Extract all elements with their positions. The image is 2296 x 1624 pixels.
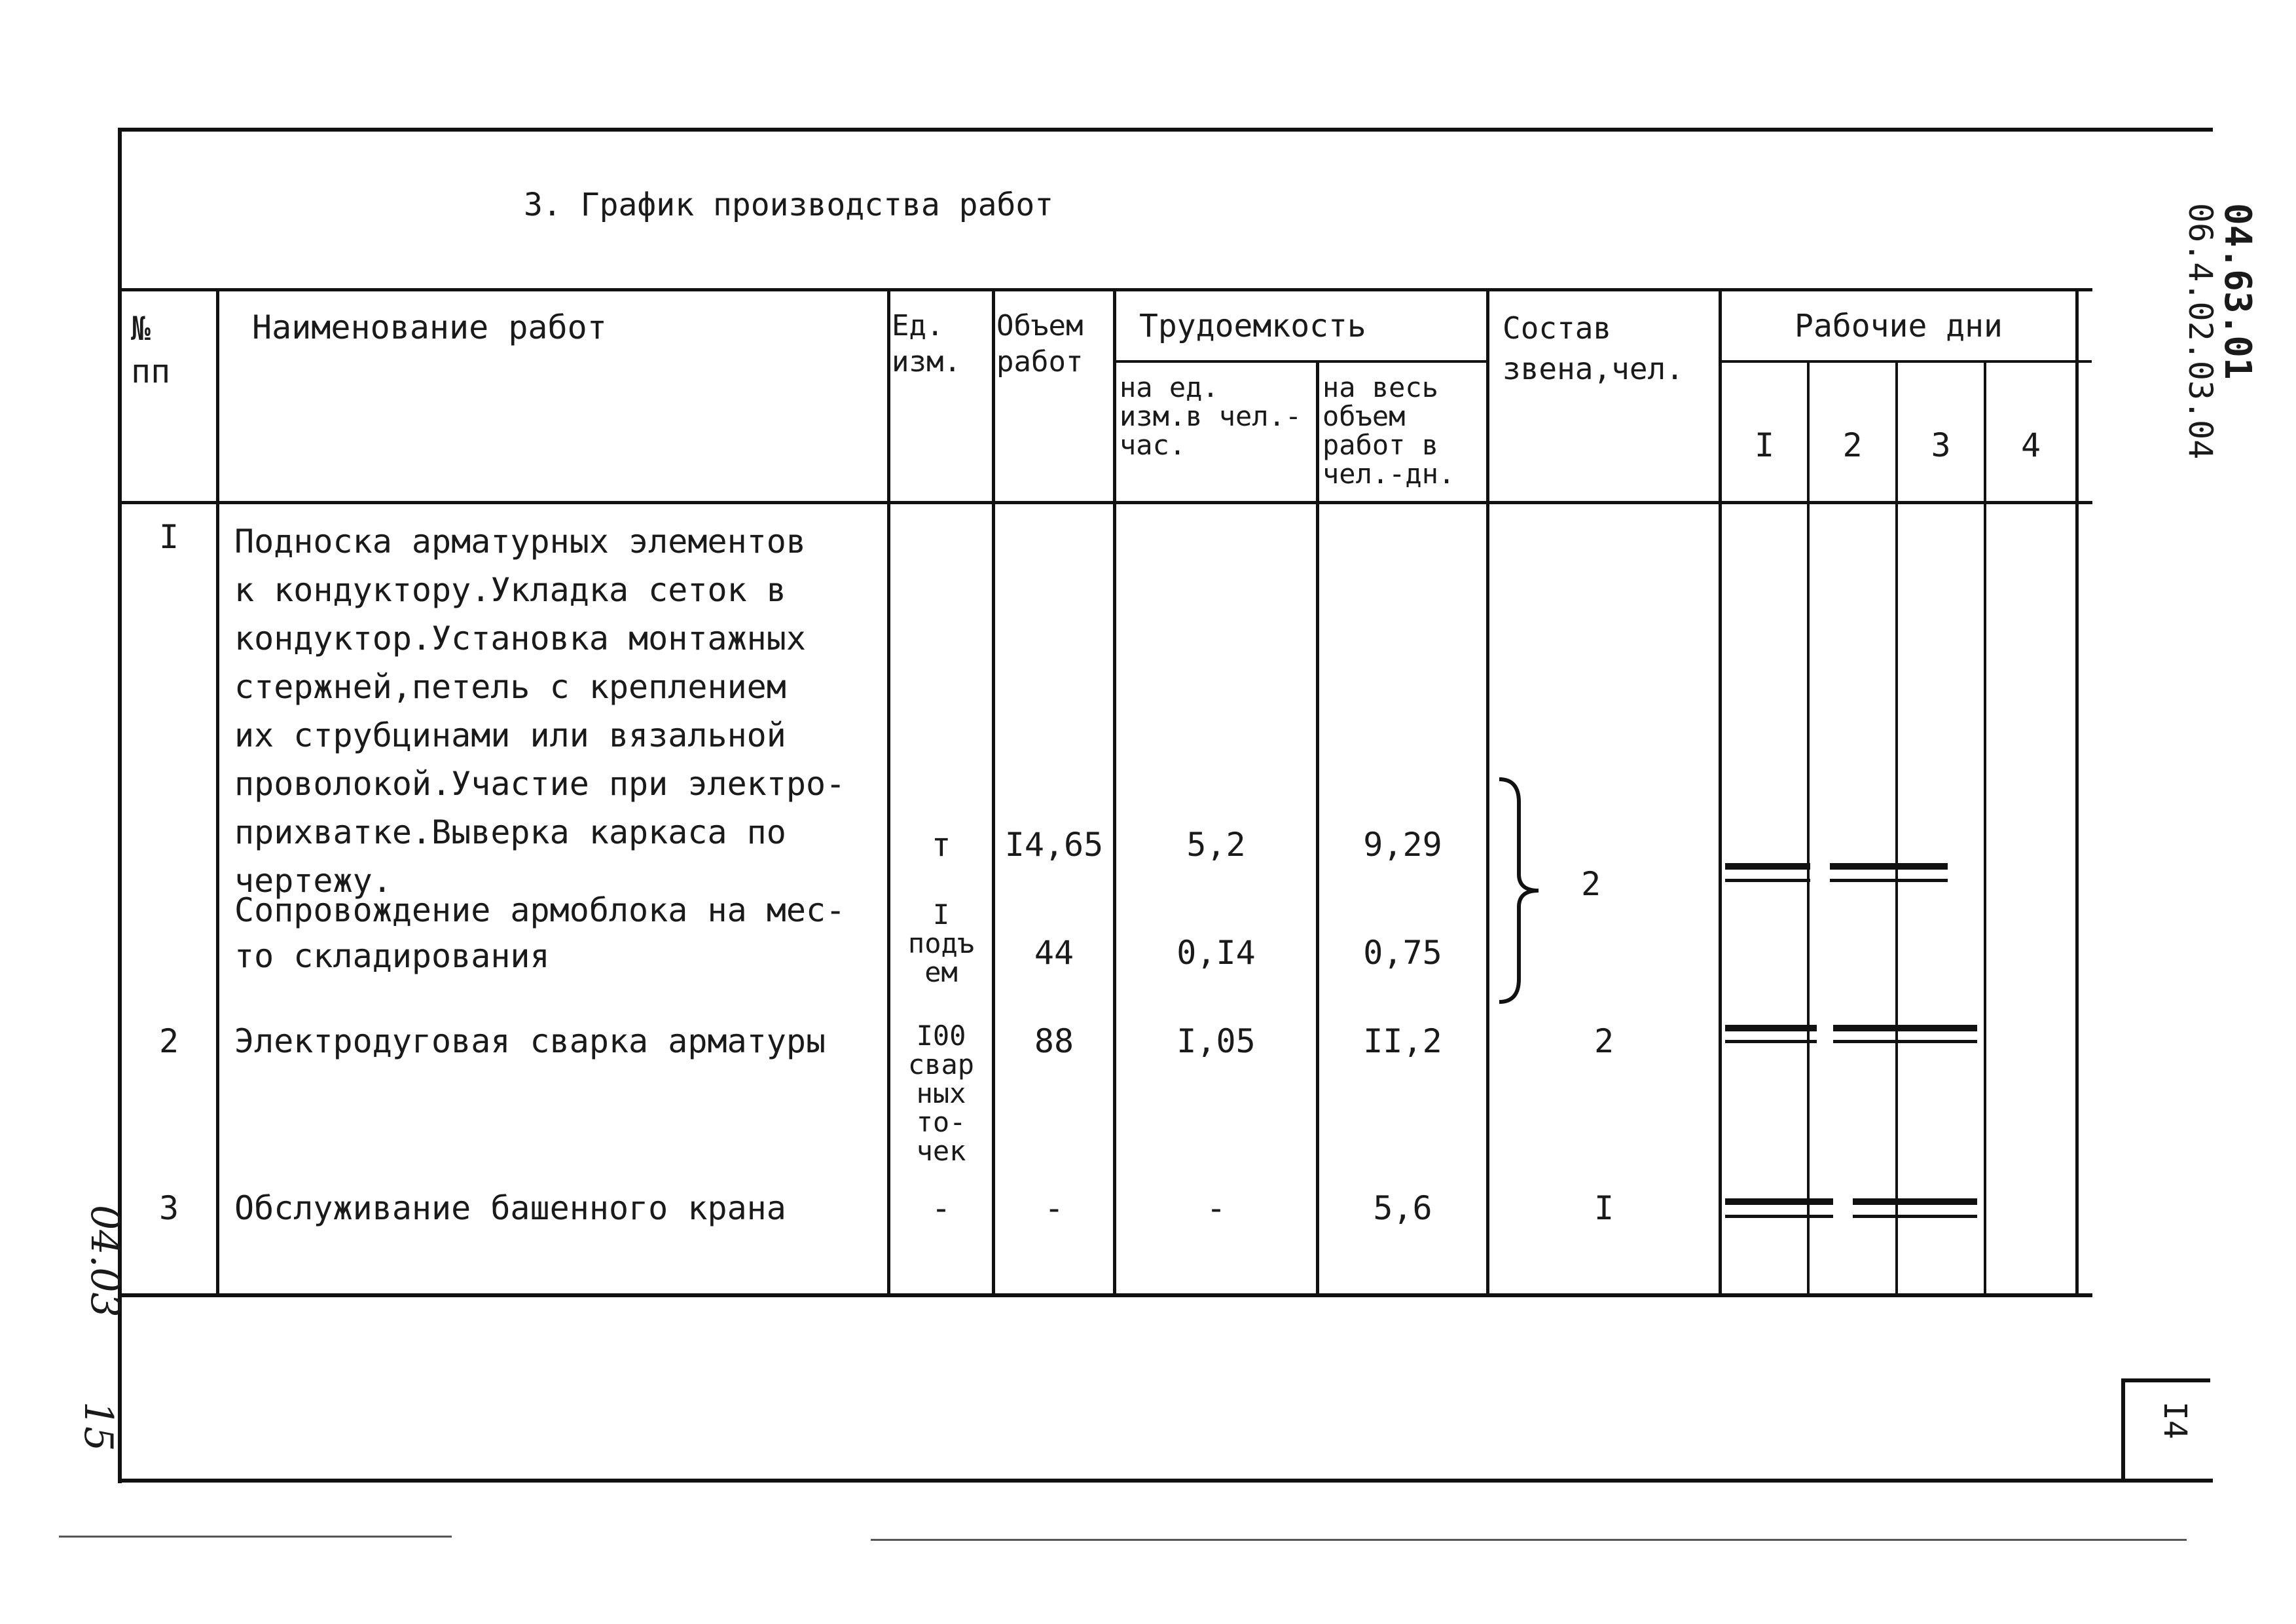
row-1-name-line: их струбцинами или вязальной	[234, 716, 786, 754]
row-2-unit-line: чек	[916, 1135, 966, 1168]
row-1-name-line: стержней,петель с креплением	[234, 668, 786, 706]
header-unit: Ед. изм.	[892, 309, 961, 378]
labor-subheader-line	[1113, 360, 1486, 363]
row-3-name: Обслуживание башенного крана	[234, 1189, 786, 1227]
row-2-unit-line: то-	[916, 1106, 966, 1139]
col-line-6	[1486, 288, 1489, 1297]
row-1b-unit-line: I	[932, 898, 950, 931]
row-1b-total: 0,75	[1363, 934, 1442, 972]
row-1-name-line: проволокой.Участие при электро-	[234, 765, 846, 803]
header-day-4: 4	[2020, 426, 2041, 464]
row-2-name: Электродуговая сварка арматуры	[234, 1022, 826, 1060]
gantt-bar	[1833, 1025, 1977, 1031]
row-3-total: 5,6	[1373, 1189, 1432, 1227]
row-2-volume: 88	[1034, 1022, 1074, 1060]
row-2-unit-line: ных	[916, 1077, 966, 1110]
row-3-volume: -	[1044, 1189, 1065, 1227]
row-1-num: I	[158, 518, 179, 556]
header-day-3: 3	[1931, 426, 1951, 464]
frame-bottom-border	[118, 1479, 2213, 1483]
gantt-bar	[1725, 879, 1810, 882]
row-1b-unit	[890, 900, 992, 987]
col-line-8	[1807, 360, 1810, 1297]
gantt-bar	[1833, 1040, 1977, 1043]
row-1-per-unit: 5,2	[1186, 826, 1246, 864]
header-name: Наименование работ	[252, 308, 607, 346]
margin-note-2: 15	[75, 1401, 121, 1452]
row-3-unit: -	[931, 1189, 951, 1227]
scan-line	[871, 1539, 2187, 1541]
gantt-bar	[1830, 879, 1948, 882]
row-1-name-line: Подноска арматурных элементов	[234, 523, 806, 561]
row-1b-name-line: то складирования	[234, 937, 550, 975]
row-1b-volume: 44	[1034, 934, 1074, 972]
col-line-11	[2075, 288, 2079, 1297]
row-2-unit	[890, 1022, 992, 1166]
scan-line	[59, 1536, 452, 1538]
side-code-1: 04.63.01	[2216, 203, 2259, 380]
side-code-2: 06.4.02.03.04	[2181, 203, 2219, 460]
col-line-10	[1984, 360, 1986, 1297]
page-title: 3. График производства работ	[524, 187, 1054, 223]
margin-note-1: 04.03	[82, 1205, 128, 1318]
page-number: I4	[2157, 1401, 2193, 1439]
row-1-name-line: прихватке.Выверка каркаса по	[234, 813, 786, 851]
row-1b-name	[234, 887, 845, 979]
row-1-volume: I4,65	[1004, 826, 1104, 864]
gantt-bar	[1725, 1040, 1817, 1043]
row-1-unit: т	[931, 826, 951, 864]
gantt-bar	[1725, 1215, 1833, 1218]
row-2-total: II,2	[1363, 1022, 1442, 1060]
gantt-bar	[1725, 863, 1810, 870]
row-3-num: 3	[158, 1189, 179, 1227]
frame-top-border	[118, 128, 2213, 132]
row-1-name-line: к кондуктору.Укладка сеток в	[234, 571, 786, 609]
header-bottom-line	[122, 501, 2092, 504]
header-day-1: I	[1754, 426, 1775, 464]
row-2-num: 2	[158, 1022, 179, 1060]
col-line-4	[1113, 288, 1116, 1297]
header-crew: Состав звена,чел.	[1503, 310, 1684, 387]
row-1b-name-line: Сопровождение армоблока на мес-	[234, 891, 846, 929]
gantt-bar	[1725, 1025, 1817, 1031]
gantt-bar	[1853, 1215, 1977, 1218]
row-2-per-unit: I,05	[1176, 1022, 1256, 1060]
row-1b-per-unit: 0,I4	[1176, 934, 1256, 972]
header-num: № пп	[131, 310, 171, 390]
row-3-crew: I	[1594, 1189, 1614, 1227]
row-2-unit-line: свар	[907, 1048, 975, 1081]
row-1-total: 9,29	[1363, 826, 1442, 864]
row-1b-unit-line: подъ	[907, 927, 975, 960]
row-2-crew: 2	[1594, 1022, 1614, 1060]
header-labor-total: на весь объем работ в чел.-дн.	[1322, 371, 1455, 490]
header-days: Рабочие дни	[1795, 308, 2003, 344]
row-1b-unit-line: ем	[924, 956, 958, 989]
table-bottom-line	[122, 1293, 2092, 1297]
header-labor: Трудоемкость	[1139, 308, 1366, 344]
table-top-line	[122, 288, 2092, 291]
row-1-name-line: чертежу.	[234, 862, 392, 900]
row-2-unit-line: I00	[916, 1020, 966, 1052]
row-1-name-line: кондуктор.Установка монтажных	[234, 619, 806, 657]
row-1-name	[234, 517, 845, 905]
col-line-9	[1895, 360, 1898, 1297]
header-day-2: 2	[1842, 426, 1863, 464]
days-subheader-line	[1719, 360, 2092, 363]
gantt-bar	[1830, 863, 1948, 870]
col-line-1	[216, 288, 219, 1297]
header-labor-per-unit: на ед. изм.в чел.-час.	[1120, 371, 1302, 462]
gantt-bar	[1853, 1198, 1977, 1205]
gantt-bar	[1725, 1198, 1833, 1205]
crew-brace	[1493, 776, 1552, 1005]
col-line-3	[992, 288, 995, 1297]
group-crew: 2	[1580, 865, 1601, 903]
row-3-per-unit: -	[1206, 1189, 1226, 1227]
header-volume: Объем работ	[996, 309, 1084, 378]
